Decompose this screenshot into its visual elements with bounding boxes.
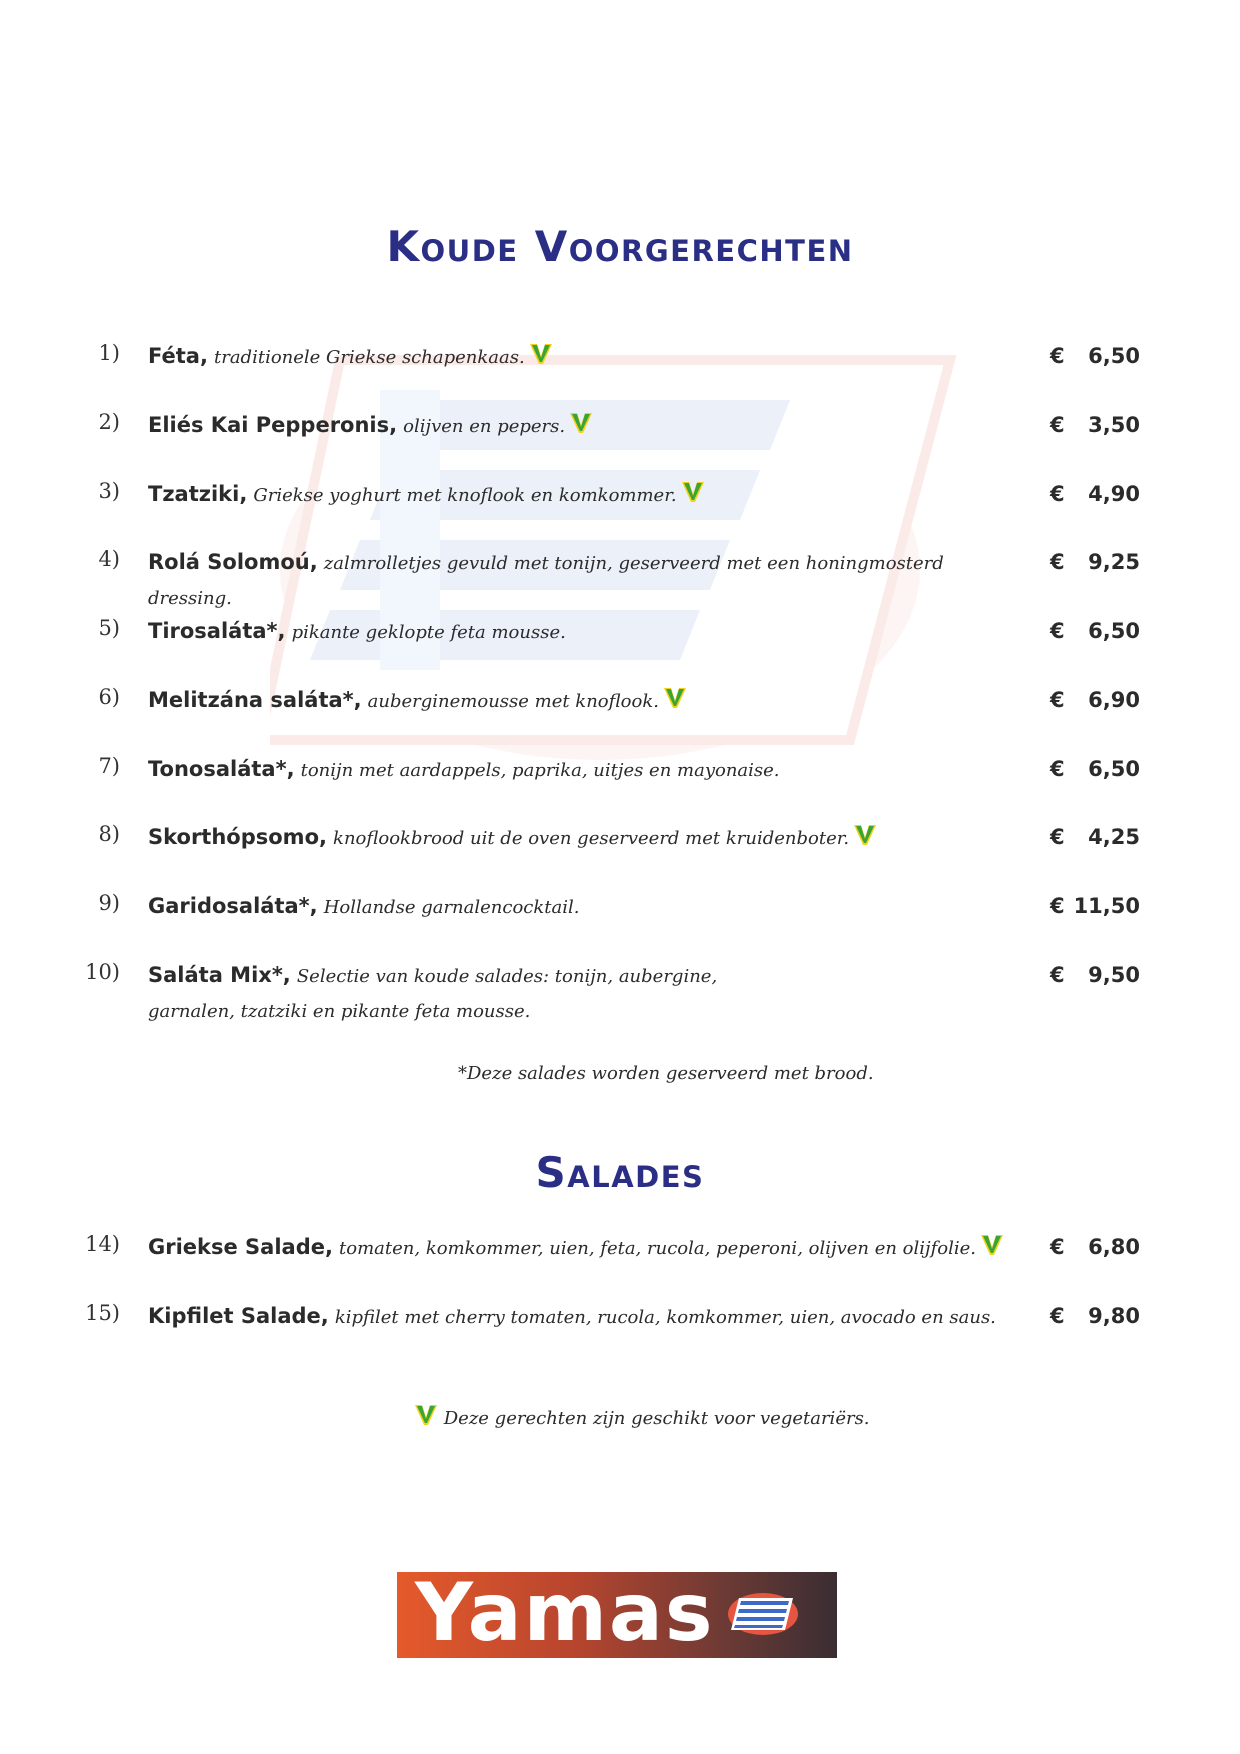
- item-name: Eliés Kai Pepperonis,: [148, 413, 398, 437]
- item-number: 9): [98, 891, 120, 915]
- currency-symbol: €: [1050, 757, 1065, 781]
- item-price: [1050, 683, 1140, 717]
- currency-symbol: €: [1050, 619, 1065, 643]
- vegetarian-icon: [663, 686, 687, 710]
- item-body: [148, 477, 1018, 513]
- item-number: 7): [98, 754, 120, 778]
- item-price: [1050, 1230, 1140, 1264]
- vegetarian-icon: [681, 480, 705, 504]
- item-body: [148, 683, 1018, 719]
- item-name: Tirosaláta*,: [148, 619, 286, 643]
- currency-symbol: €: [1050, 344, 1065, 368]
- item-price: [1050, 408, 1140, 442]
- item-price: [1050, 614, 1140, 648]
- price-value: 6,50: [1088, 344, 1140, 368]
- item-price: [1050, 339, 1140, 373]
- vegetarian-icon: [414, 1403, 438, 1427]
- vegetarian-icon: [853, 823, 877, 847]
- item-number: 2): [98, 410, 120, 434]
- item-number: 3): [98, 479, 120, 503]
- section-title-koude-voorgerechten: Koude Voorgerechten: [386, 222, 854, 271]
- price-value: 6,80: [1088, 1235, 1140, 1259]
- item-body: [148, 752, 1018, 788]
- item-description: Griekse yoghurt met knoflook en komkommer.: [253, 485, 677, 506]
- item-number: 8): [98, 822, 120, 846]
- price-value: 9,50: [1088, 963, 1140, 987]
- item-name: Griekse Salade,: [148, 1235, 333, 1259]
- item-description: zalmrolletjes gevuld met tonijn, geserveerd met een honingmosterd dressing.: [148, 553, 944, 609]
- currency-symbol: €: [1050, 482, 1065, 506]
- currency-symbol: €: [1050, 963, 1065, 987]
- item-body: [148, 614, 1018, 650]
- item-description-line2: garnalen, tzatziki en pikante feta mousse.: [148, 1001, 531, 1022]
- item-number: 4): [98, 547, 120, 571]
- price-value: 4,90: [1088, 482, 1140, 506]
- item-description: Selectie van koude salades: tonijn, aubergine,: [296, 966, 718, 987]
- item-price: [1050, 752, 1140, 786]
- item-name: Rolá Solomoú,: [148, 550, 318, 574]
- item-name: Garidosaláta*,: [148, 894, 318, 918]
- item-number: 6): [98, 685, 120, 709]
- item-body: [148, 1230, 1018, 1266]
- price-value: 4,25: [1088, 825, 1140, 849]
- item-description: olijven en pepers.: [403, 416, 566, 437]
- currency-symbol: €: [1050, 413, 1065, 437]
- item-name: Saláta Mix*,: [148, 963, 291, 987]
- item-price: [1050, 545, 1140, 579]
- item-description: Hollandse garnalencocktail.: [323, 897, 580, 918]
- yamas-logo: [397, 1566, 837, 1659]
- item-price: [1050, 477, 1140, 511]
- price-value: 6,50: [1088, 757, 1140, 781]
- currency-symbol: €: [1050, 550, 1065, 574]
- item-body: [148, 1299, 1018, 1335]
- currency-symbol: €: [1050, 1235, 1065, 1259]
- section-title-salades: Salades: [535, 1148, 705, 1197]
- item-name: Tonosaláta*,: [148, 757, 295, 781]
- item-number: 10): [85, 960, 120, 984]
- item-price: [1050, 1299, 1140, 1333]
- item-body: [148, 545, 1018, 616]
- item-name: Melitzána saláta*,: [148, 688, 362, 712]
- item-body: [148, 408, 1018, 444]
- item-price: [1050, 889, 1140, 923]
- greek-flag-icon: [727, 1592, 799, 1636]
- currency-symbol: €: [1050, 825, 1065, 849]
- item-name: Skorthópsomo,: [148, 825, 327, 849]
- vegetarian-icon: [980, 1233, 1004, 1257]
- price-value: 9,25: [1088, 550, 1140, 574]
- vegetarian-icon: [569, 411, 593, 435]
- item-name: Féta,: [148, 344, 208, 368]
- item-body: [148, 958, 1018, 1029]
- item-name: Tzatziki,: [148, 482, 248, 506]
- item-description: kipfilet met cherry tomaten, rucola, komkommer, uien, avocado en saus.: [334, 1307, 996, 1328]
- item-number: 1): [98, 341, 120, 365]
- currency-symbol: €: [1050, 894, 1065, 918]
- item-number: 5): [98, 616, 120, 640]
- item-body: [148, 889, 1018, 925]
- item-price: [1050, 820, 1140, 854]
- veg-legend-text: Deze gerechten zijn geschikt voor vegetariërs.: [443, 1408, 870, 1429]
- item-description: traditionele Griekse schapenkaas.: [213, 347, 525, 368]
- price-value: 9,80: [1088, 1304, 1140, 1328]
- price-value: 6,50: [1088, 619, 1140, 643]
- item-description: tonijn met aardappels, paprika, uitjes en mayonaise.: [300, 760, 780, 781]
- veg-legend: [410, 1403, 1010, 1429]
- item-name: Kipfilet Salade,: [148, 1304, 329, 1328]
- price-value: 6,90: [1088, 688, 1140, 712]
- logo-text: Yamas: [415, 1566, 715, 1659]
- currency-symbol: €: [1050, 688, 1065, 712]
- item-body: [148, 339, 1018, 375]
- item-description: tomaten, komkommer, uien, feta, rucola, peperoni, olijven en olijfolie.: [339, 1238, 976, 1259]
- item-price: [1050, 958, 1140, 992]
- item-body: [148, 820, 1018, 856]
- price-value: 3,50: [1088, 413, 1140, 437]
- price-value: 11,50: [1073, 894, 1140, 918]
- bread-footnote: *Deze salades worden geserveerd met brood.: [458, 1063, 874, 1084]
- item-number: 14): [85, 1232, 120, 1256]
- item-number: 15): [85, 1301, 120, 1325]
- vegetarian-icon: [529, 342, 553, 366]
- currency-symbol: €: [1050, 1304, 1065, 1328]
- item-description: pikante geklopte feta mousse.: [291, 622, 566, 643]
- item-description: knoflookbrood uit de oven geserveerd met kruidenboter.: [333, 828, 850, 849]
- item-description: auberginemousse met knoflook.: [367, 691, 659, 712]
